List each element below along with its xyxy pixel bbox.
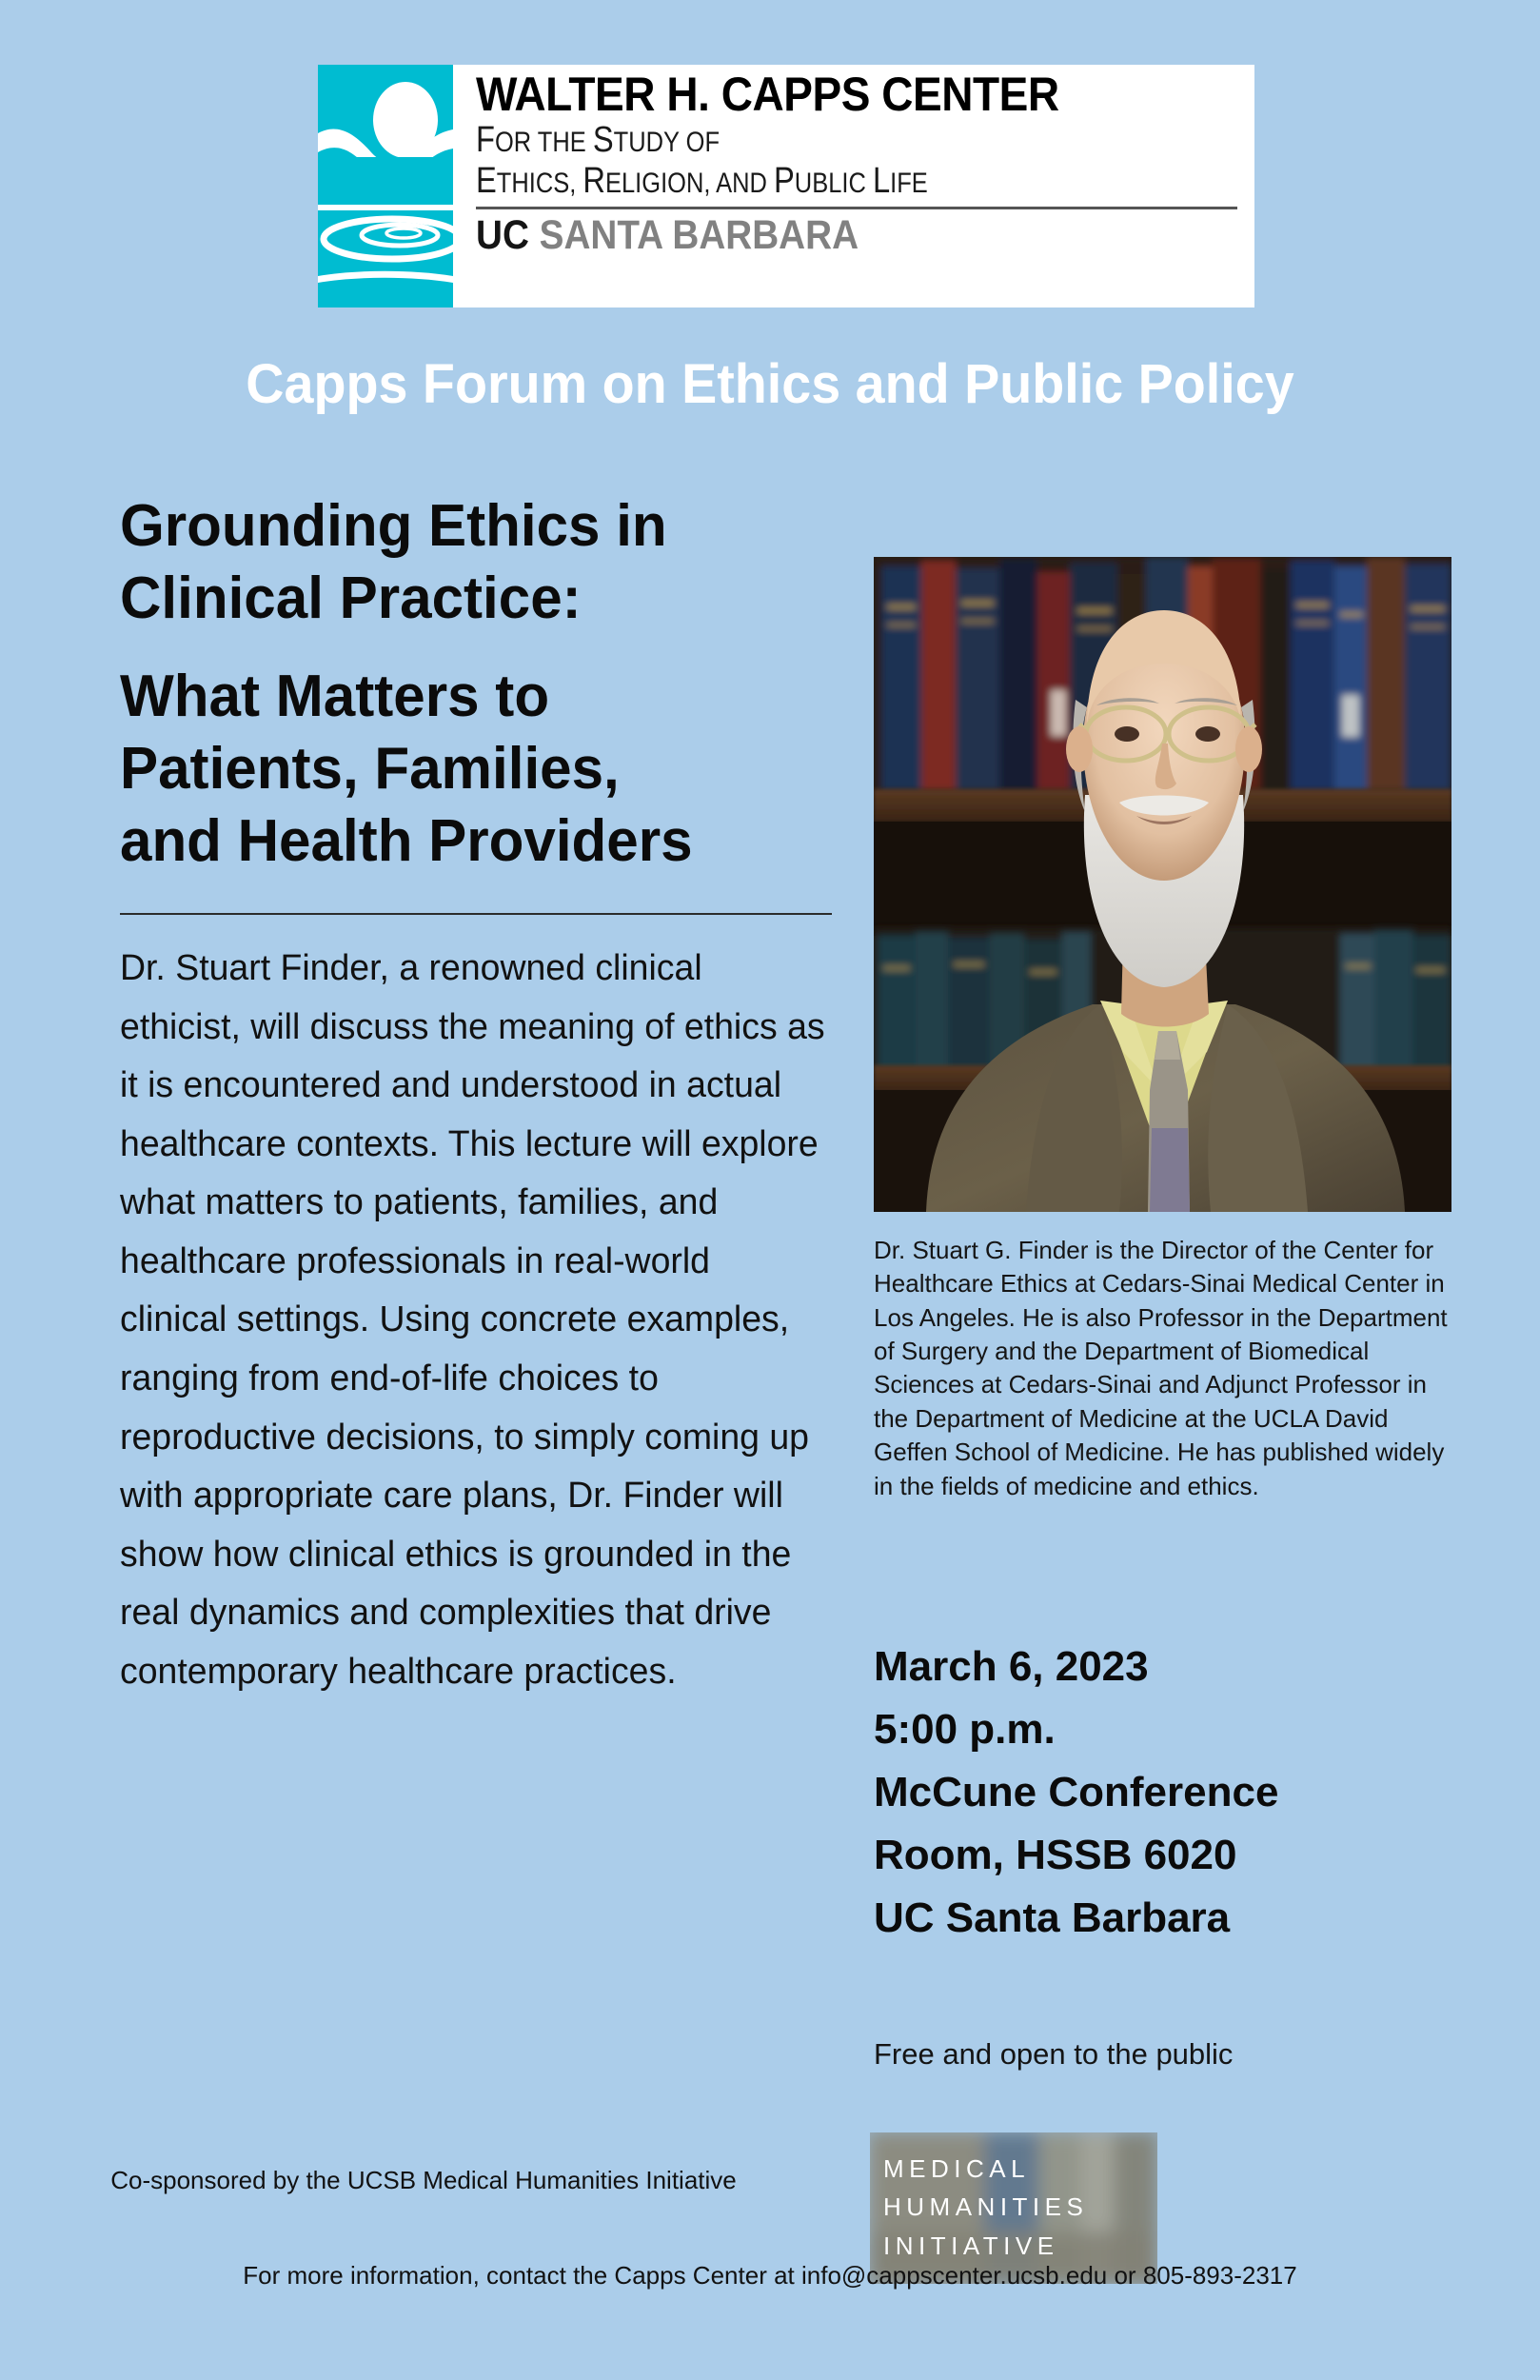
event-venue-line-3: UC Santa Barbara — [874, 1894, 1231, 1941]
capps-center-logo — [318, 65, 1254, 307]
logo-divider — [476, 207, 1237, 209]
title-divider — [120, 913, 832, 915]
admission-note: Free and open to the public — [874, 2037, 1234, 2071]
mhi-line-2: HUMANITIES — [883, 2192, 1089, 2222]
mhi-line-1: MEDICAL — [883, 2154, 1031, 2183]
speaker-bio: Dr. Stuart G. Finder is the Director of the Center for Healthcare Ethics at Cedars-Sinai Medical Center in Los Angeles. He is also Professor in the Department of Surgery and the Department of Biomedical Sciences at Cedars-Sinai and Adjunct Professor in the Department of Medicine at the UCLA David Geffen School of Medicine. He has published widely in the fields of medicine and ethics. — [874, 1236, 1448, 1500]
forum-series-title: Capps Forum on Ethics and Public Policy — [246, 353, 1294, 415]
left-column — [120, 490, 843, 1701]
title-line-4: Patients, Families, — [120, 735, 620, 802]
mhi-line-3: INITIATIVE — [883, 2231, 1059, 2260]
event-venue-line-2: Room, HSSB 6020 — [874, 1832, 1237, 1878]
capps-logo-text — [453, 65, 1254, 307]
capps-sun-water-icon — [318, 65, 453, 307]
title-line-1: Grounding Ethics in — [120, 493, 667, 559]
event-details — [874, 1636, 1464, 1950]
mhi-logo-text — [883, 2150, 1088, 2265]
page-title — [120, 490, 821, 877]
logo-center-name: WALTER H. CAPPS CENTER — [476, 68, 1059, 121]
title-line-5: and Health Providers — [120, 807, 693, 874]
contact-info: For more information, contact the Capps Center at info@cappscenter.ucsb.edu or 805-893-2317 — [243, 2261, 1297, 2290]
event-time: 5:00 p.m. — [874, 1706, 1056, 1753]
event-venue-line-1: McCune Conference — [874, 1769, 1279, 1815]
speaker-portrait — [874, 557, 1451, 1212]
lecture-abstract: Dr. Stuart Finder, a renowned clinical ethicist, will discuss the meaning of ethics as it is encountered and understood in actual healthcare contexts. This lecture will explore what matters to patients, families, and healthcare professionals in real-world clinical settings. Using concrete examples, ranging from end-of-life choices to reproductive decisions, to simply coming up with appropriate care plans, Dr. Finder will show how clinical ethics is grounded in the real dynamics and complexities that drive contemporary healthcare practices. — [120, 948, 825, 1692]
logo-tagline-2: ETHICS, RELIGION, AND PUBLIC LIFE — [476, 160, 928, 201]
cosponsor-note: Co-sponsored by the UCSB Medical Humanities Initiative — [110, 2166, 737, 2194]
logo-university: UC SANTA BARBARA — [476, 212, 859, 259]
event-date: March 6, 2023 — [874, 1643, 1149, 1690]
title-line-3: What Matters to — [120, 664, 550, 730]
title-line-2: Clinical Practice: — [120, 565, 582, 631]
logo-tagline-1: FOR THE STUDY OF — [476, 120, 721, 160]
